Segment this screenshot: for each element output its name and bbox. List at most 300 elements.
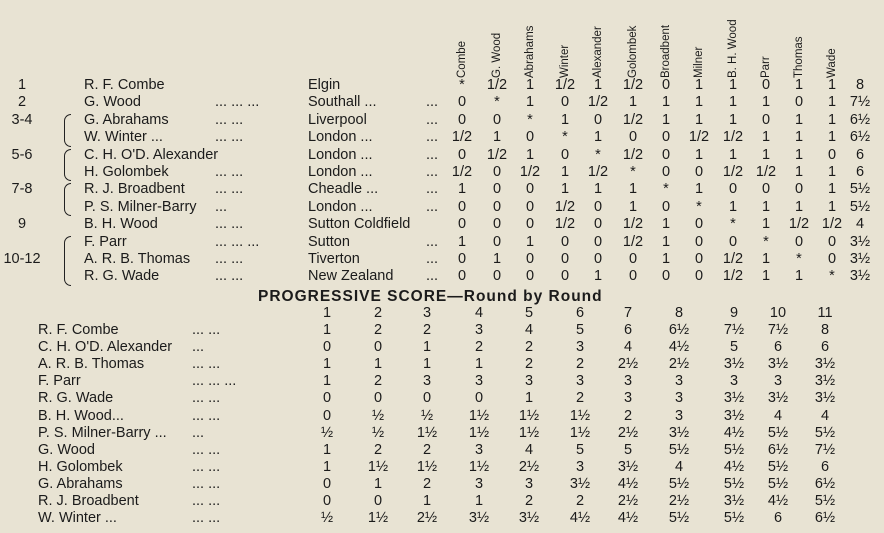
column-header-player: Parr (760, 56, 772, 78)
leader-dots: ... (426, 251, 439, 267)
score-cell: 1½ (367, 458, 389, 475)
result-cell: 1 (794, 268, 804, 285)
result-cell: 0 (661, 146, 671, 163)
score-cell: 0 (322, 475, 332, 492)
player-name: P. S. Milner-Barry ... (38, 424, 167, 441)
score-cell: 3 (575, 373, 585, 390)
result-cell: 0 (457, 111, 467, 128)
leader-dots: ... (215, 198, 228, 215)
round-header: 3 (422, 305, 432, 321)
score-cell: 5½ (723, 510, 745, 527)
player-name: H. Golombek (84, 164, 169, 180)
score-cell: 1 (322, 356, 332, 373)
result-cell: * (763, 233, 769, 250)
result-cell: 1 (761, 198, 771, 215)
score-cell: 1½ (367, 510, 389, 527)
column-header-player: Milner (693, 46, 705, 78)
score-cell: 6 (623, 322, 633, 338)
score-cell: 5½ (668, 441, 690, 458)
result-cell: 1 (694, 77, 704, 93)
result-cell: 0 (560, 233, 570, 250)
result-cell: 1 (827, 164, 837, 180)
score-cell: 6 (820, 339, 830, 356)
player-name: W. Winter ... (84, 129, 163, 146)
score-cell: 4½ (668, 339, 690, 356)
score-cell: 2 (575, 390, 585, 407)
score-cell: 2½ (617, 493, 639, 509)
progressive-title-rest: —Round by Round (447, 288, 603, 305)
result-cell: 1/2 (622, 233, 644, 250)
score-cell: 2½ (668, 493, 690, 509)
round-header: 4 (474, 305, 484, 321)
score-cell: 3½ (767, 356, 789, 373)
round-header: 9 (729, 305, 739, 321)
score-cell: 6½ (767, 441, 789, 458)
result-cell: * (459, 77, 465, 93)
score-cell: 6½ (814, 510, 836, 527)
result-cell: 0 (661, 164, 671, 180)
leader-dots: ... ... (192, 407, 221, 424)
result-cell: * (730, 216, 736, 233)
total-score: 3½ (849, 268, 871, 285)
score-cell: 1½ (468, 424, 490, 441)
result-cell: 1 (761, 94, 771, 111)
score-cell: 5½ (767, 475, 789, 492)
total-score: 8 (855, 77, 865, 93)
score-cell: 1½ (416, 424, 438, 441)
column-header-player: Winter (559, 44, 571, 78)
leader-dots: ... ... (215, 164, 244, 180)
result-cell: 1 (827, 111, 837, 128)
result-cell: * (494, 94, 500, 111)
score-cell: 4½ (723, 424, 745, 441)
score-cell: 1 (373, 356, 383, 373)
score-cell: 1½ (518, 407, 540, 424)
total-score: 5½ (849, 181, 871, 198)
leader-dots: ... ... (215, 181, 244, 198)
result-cell: 1 (560, 181, 570, 198)
score-cell: 0 (322, 407, 332, 424)
score-cell: 2½ (518, 458, 540, 475)
progressive-title-bold: PROGRESSIVE SCORE (258, 288, 448, 305)
player-name: F. Parr (84, 233, 127, 250)
leader-dots: ... ... (192, 458, 221, 475)
leader-dots: ... ... (215, 216, 244, 233)
score-cell: 3½ (723, 407, 745, 424)
score-cell: 3½ (668, 424, 690, 441)
result-cell: * (562, 129, 568, 146)
score-cell: 5 (729, 339, 739, 356)
place: 3-4 (11, 111, 33, 128)
score-cell: 0 (373, 390, 383, 407)
result-cell: 0 (694, 216, 704, 233)
result-cell: 1 (525, 77, 535, 93)
score-cell: 3 (674, 373, 684, 390)
result-cell: 0 (457, 94, 467, 111)
result-cell: 0 (492, 164, 502, 180)
player-name: C. H. O'D. Alexander (84, 146, 219, 163)
leader-dots: ... (426, 198, 439, 215)
town: London ... (308, 146, 373, 163)
score-cell: 3 (474, 475, 484, 492)
result-cell: 1 (661, 94, 671, 111)
result-cell: 1/2 (788, 216, 810, 233)
score-cell: 3 (575, 458, 585, 475)
total-score: 6½ (849, 129, 871, 146)
result-cell: 1/2 (519, 164, 541, 180)
result-cell: 0 (593, 216, 603, 233)
town: London ... (308, 129, 373, 146)
result-cell: 1 (628, 94, 638, 111)
result-cell: 0 (761, 181, 771, 198)
score-cell: 8 (820, 322, 830, 338)
result-cell: 1 (661, 251, 671, 267)
player-name: R. G. Wade (38, 390, 114, 407)
tie-brace (64, 149, 71, 182)
leader-dots: ... (426, 111, 439, 128)
result-cell: 0 (628, 268, 638, 285)
leader-dots: ... (426, 164, 439, 180)
place: 2 (17, 94, 27, 111)
column-header-player: Wade (826, 48, 838, 78)
score-cell: 3½ (814, 390, 836, 407)
total-score: 5½ (849, 198, 871, 215)
result-cell: 1 (560, 164, 570, 180)
score-cell: 1½ (468, 458, 490, 475)
result-cell: 1/2 (622, 77, 644, 93)
town: Liverpool (308, 111, 367, 128)
round-header: 7 (623, 305, 633, 321)
leader-dots: ... ... (215, 268, 244, 285)
result-cell: 1 (492, 129, 502, 146)
score-cell: 3½ (814, 356, 836, 373)
result-cell: 1/2 (722, 129, 744, 146)
result-cell: 1 (728, 94, 738, 111)
result-cell: 0 (761, 77, 771, 93)
result-cell: 0 (525, 181, 535, 198)
result-cell: 1 (560, 111, 570, 128)
result-cell: 1 (492, 251, 502, 267)
score-cell: 2 (373, 322, 383, 338)
score-cell: 1 (422, 339, 432, 356)
result-cell: 1 (728, 77, 738, 93)
result-cell: 1/2 (451, 164, 473, 180)
player-name: B. H. Wood (84, 216, 158, 233)
result-cell: 0 (794, 233, 804, 250)
player-name: A. R. B. Thomas (38, 356, 145, 373)
leader-dots: ... ... ... (215, 94, 260, 111)
score-cell: 5½ (767, 458, 789, 475)
score-cell: 1 (322, 373, 332, 390)
leader-dots: ... ... (192, 356, 221, 373)
leader-dots: ... ... (192, 390, 221, 407)
score-cell: 3 (422, 373, 432, 390)
score-cell: 3 (729, 373, 739, 390)
leader-dots: ... ... (192, 493, 221, 509)
result-cell: * (796, 251, 802, 267)
result-cell: 1/2 (755, 164, 777, 180)
round-header: 11 (817, 305, 833, 321)
score-cell: 5 (575, 322, 585, 338)
score-cell: 5½ (723, 475, 745, 492)
score-cell: 5½ (668, 475, 690, 492)
result-cell: 0 (560, 251, 570, 267)
result-cell: 1 (827, 77, 837, 93)
result-cell: 0 (457, 268, 467, 285)
result-cell: 1 (728, 146, 738, 163)
result-cell: 0 (794, 94, 804, 111)
result-cell: 1 (694, 111, 704, 128)
result-cell: 1 (794, 146, 804, 163)
town: Sutton Coldfield (308, 216, 411, 233)
player-name: C. H. O'D. Alexander (38, 339, 173, 356)
score-cell: 3 (474, 373, 484, 390)
score-cell: 1½ (518, 424, 540, 441)
score-cell: 2 (524, 493, 534, 509)
round-header: 1 (322, 305, 332, 321)
result-cell: 0 (593, 111, 603, 128)
score-cell: 3½ (723, 493, 745, 509)
score-cell: 1 (474, 356, 484, 373)
leader-dots: ... ... (192, 475, 221, 492)
score-cell: 6½ (668, 322, 690, 338)
leader-dots: ... ... (215, 111, 244, 128)
score-cell: 2 (524, 356, 534, 373)
score-cell: 2 (422, 475, 432, 492)
score-cell: 4 (524, 441, 534, 458)
score-cell: 1½ (416, 458, 438, 475)
result-cell: 0 (593, 233, 603, 250)
town: Cheadle ... (308, 181, 379, 198)
result-cell: 1 (694, 146, 704, 163)
round-header: 10 (769, 305, 787, 321)
result-cell: 1/2 (486, 146, 508, 163)
result-cell: 0 (628, 129, 638, 146)
column-header-player: Combe (456, 40, 468, 78)
result-cell: 1 (694, 181, 704, 198)
column-header-player: Golombek (627, 25, 639, 78)
score-cell: 3½ (617, 458, 639, 475)
score-cell: ½ (371, 407, 385, 424)
score-cell: 4½ (569, 510, 591, 527)
result-cell: 0 (560, 94, 570, 111)
total-score: 3½ (849, 251, 871, 267)
result-cell: 0 (492, 216, 502, 233)
score-cell: 5 (623, 441, 633, 458)
score-cell: 3 (474, 441, 484, 458)
result-cell: 1/2 (622, 216, 644, 233)
result-cell: 0 (525, 216, 535, 233)
result-cell: 0 (661, 77, 671, 93)
score-cell: 1 (322, 458, 332, 475)
result-cell: 1 (761, 216, 771, 233)
score-cell: 2½ (617, 424, 639, 441)
result-cell: 0 (661, 268, 671, 285)
score-cell: 6 (773, 510, 783, 527)
score-cell: ½ (320, 510, 334, 527)
result-cell: 1 (457, 181, 467, 198)
player-name: R. G. Wade (84, 268, 160, 285)
result-cell: 0 (457, 198, 467, 215)
score-cell: 0 (322, 493, 332, 509)
column-header-player: Broadbent (660, 24, 672, 78)
result-cell: * (829, 268, 835, 285)
round-header: 5 (524, 305, 534, 321)
score-cell: 3 (575, 339, 585, 356)
player-name: G. Abrahams (84, 111, 169, 128)
score-cell: 3½ (468, 510, 490, 527)
result-cell: 0 (457, 146, 467, 163)
result-cell: 1 (761, 251, 771, 267)
score-cell: 5½ (767, 424, 789, 441)
result-cell: 1 (761, 146, 771, 163)
player-name: H. Golombek (38, 458, 123, 475)
result-cell: 0 (525, 129, 535, 146)
result-cell: 1 (661, 216, 671, 233)
player-name: A. R. B. Thomas (84, 251, 191, 267)
result-cell: 0 (694, 251, 704, 267)
result-cell: 1 (694, 94, 704, 111)
result-cell: 0 (492, 233, 502, 250)
place: 1 (17, 77, 27, 93)
score-cell: 7½ (723, 322, 745, 338)
score-cell: 0 (373, 493, 383, 509)
result-cell: 0 (694, 233, 704, 250)
result-cell: 0 (661, 129, 671, 146)
player-name: R. F. Combe (38, 322, 119, 338)
score-cell: 4 (674, 458, 684, 475)
result-cell: 1 (728, 111, 738, 128)
town: London ... (308, 198, 373, 215)
score-cell: 2½ (416, 510, 438, 527)
result-cell: 1 (761, 268, 771, 285)
score-cell: 5½ (814, 493, 836, 509)
result-cell: 1 (593, 268, 603, 285)
result-cell: 0 (593, 251, 603, 267)
score-cell: 3 (674, 407, 684, 424)
result-cell: 0 (728, 181, 738, 198)
score-cell: 3 (674, 390, 684, 407)
score-cell: 5½ (723, 441, 745, 458)
result-cell: * (630, 164, 636, 180)
score-cell: 2 (623, 407, 633, 424)
town: Sutton (308, 233, 350, 250)
column-header-player: B. H. Wood (727, 19, 739, 78)
result-cell: 0 (761, 111, 771, 128)
score-cell: 4 (773, 407, 783, 424)
result-cell: 0 (628, 251, 638, 267)
town: London ... (308, 164, 373, 180)
total-score: 3½ (849, 233, 871, 250)
result-cell: 1/2 (722, 268, 744, 285)
progressive-score-title (258, 288, 603, 306)
result-cell: 0 (827, 233, 837, 250)
score-cell: 5½ (814, 424, 836, 441)
score-cell: 1 (474, 493, 484, 509)
result-cell: 1 (761, 129, 771, 146)
leader-dots: ... (426, 129, 439, 146)
score-cell: 2½ (668, 356, 690, 373)
result-cell: 1 (794, 129, 804, 146)
result-cell: 0 (492, 268, 502, 285)
player-name: R. J. Broadbent (38, 493, 139, 509)
column-header-player: G. Wood (491, 32, 503, 78)
result-cell: 1/2 (451, 129, 473, 146)
result-cell: 0 (492, 181, 502, 198)
tie-brace (64, 114, 71, 147)
leader-dots: ... (426, 94, 439, 111)
score-cell: 4½ (767, 493, 789, 509)
score-cell: 3½ (723, 356, 745, 373)
result-cell: 1 (457, 233, 467, 250)
score-cell: 6 (820, 458, 830, 475)
place: 5-6 (11, 146, 33, 163)
result-cell: 0 (525, 268, 535, 285)
result-cell: 1 (525, 146, 535, 163)
score-cell: 1 (322, 322, 332, 338)
result-cell: 0 (728, 233, 738, 250)
player-name: G. Wood (84, 94, 141, 111)
score-cell: ½ (420, 407, 434, 424)
result-cell: 1 (728, 198, 738, 215)
result-cell: * (527, 111, 533, 128)
result-cell: 1/2 (821, 216, 843, 233)
score-cell: 3½ (767, 390, 789, 407)
result-cell: 1 (525, 233, 535, 250)
score-cell: 3 (474, 322, 484, 338)
score-cell: 1 (422, 493, 432, 509)
result-cell: 1 (593, 77, 603, 93)
result-cell: 0 (457, 216, 467, 233)
result-cell: 0 (560, 268, 570, 285)
column-header-player: Abrahams (524, 25, 536, 78)
result-cell: * (595, 146, 601, 163)
leader-dots: ... (426, 181, 439, 198)
player-name: P. S. Milner-Barry (84, 198, 197, 215)
score-cell: 1 (524, 390, 534, 407)
score-cell: 0 (373, 339, 383, 356)
score-cell: 3½ (723, 390, 745, 407)
result-cell: 1/2 (554, 216, 576, 233)
total-score: 6½ (849, 111, 871, 128)
result-cell: 0 (694, 268, 704, 285)
result-cell: 1/2 (722, 251, 744, 267)
round-header: 6 (575, 305, 585, 321)
result-cell: 1 (628, 181, 638, 198)
result-cell: 1/2 (587, 164, 609, 180)
score-cell: 6 (773, 339, 783, 356)
result-cell: 1/2 (486, 77, 508, 93)
result-cell: 1 (593, 129, 603, 146)
result-cell: * (663, 181, 669, 198)
score-cell: 0 (322, 339, 332, 356)
player-name: W. Winter ... (38, 510, 117, 527)
score-cell: 1½ (468, 407, 490, 424)
score-cell: 3 (623, 390, 633, 407)
score-cell: 2 (373, 373, 383, 390)
result-cell: 1 (593, 181, 603, 198)
result-cell: 0 (492, 198, 502, 215)
town: New Zealand (308, 268, 394, 285)
result-cell: 0 (827, 146, 837, 163)
score-cell: 4 (524, 322, 534, 338)
score-cell: 3½ (569, 475, 591, 492)
score-cell: 1½ (569, 407, 591, 424)
tie-brace (64, 183, 71, 216)
result-cell: 1 (827, 94, 837, 111)
result-cell: 1 (661, 111, 671, 128)
leader-dots: ... ... (192, 322, 221, 338)
